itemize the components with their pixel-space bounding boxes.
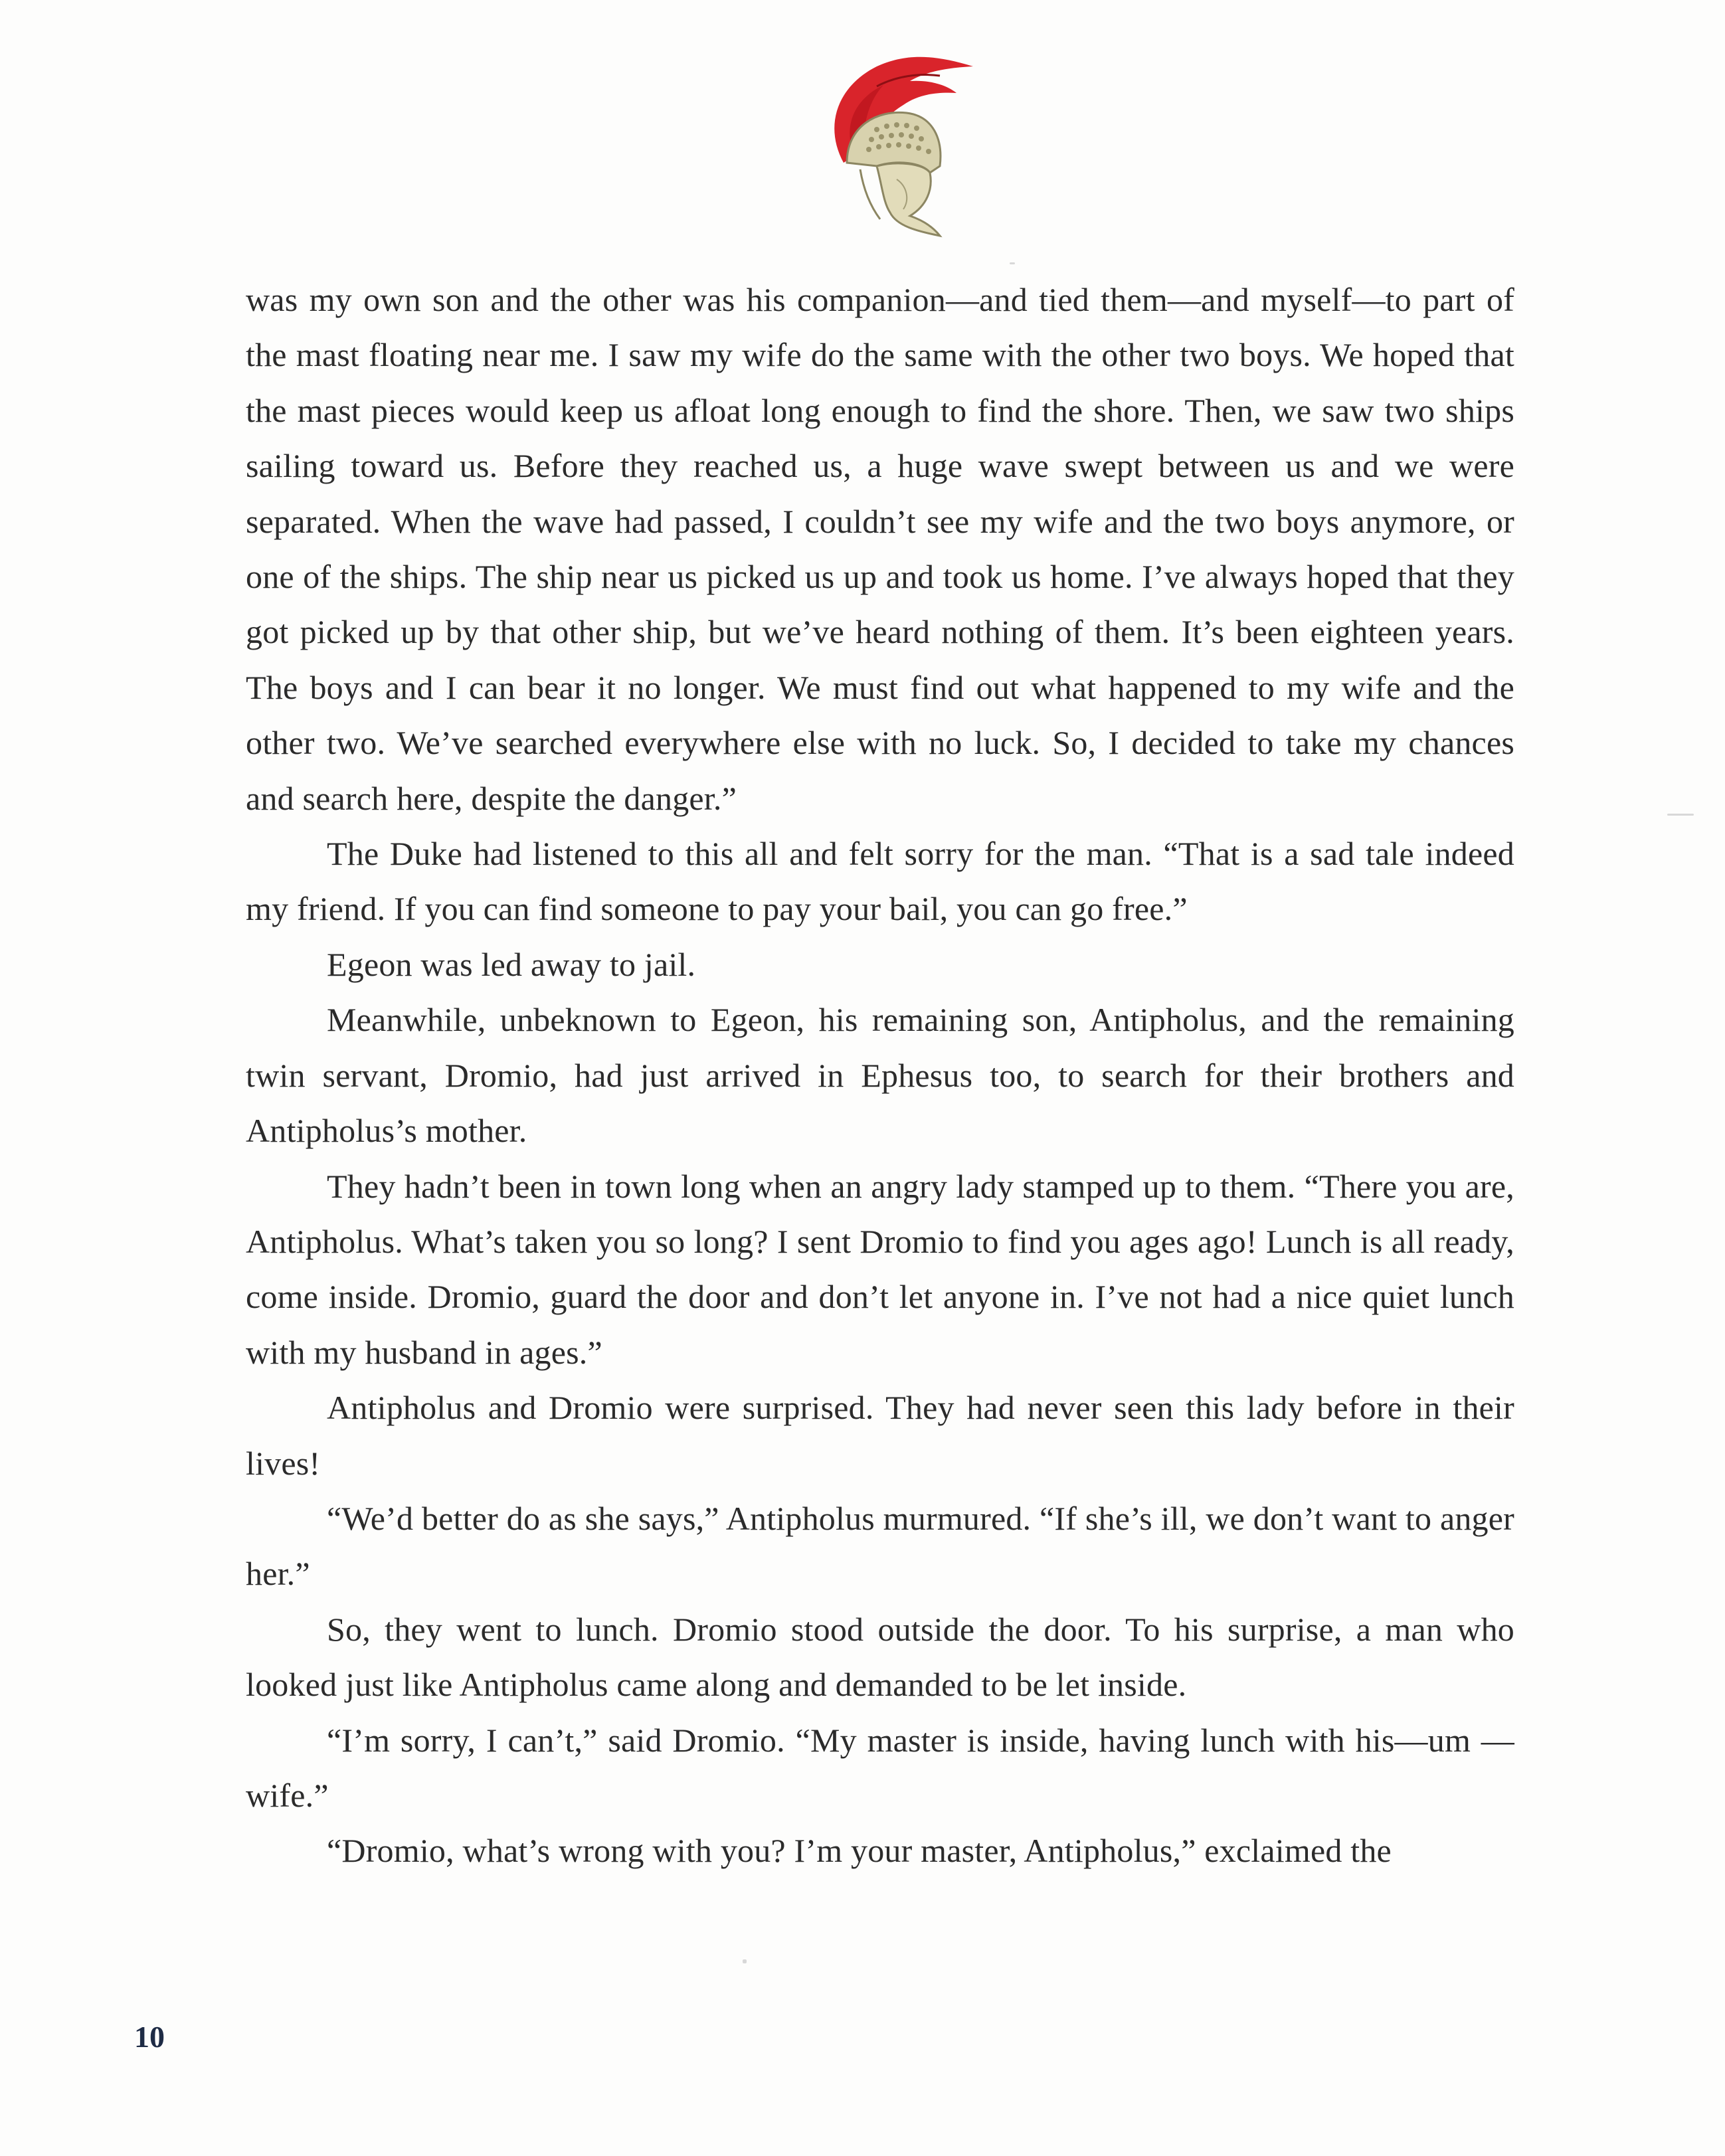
helmet-icon	[797, 46, 976, 239]
story-text	[246, 272, 1514, 1879]
paragraph: “I’m sorry, I can’t,” said Dromio. “My master is inside, having lunch with his—um —wife.”	[246, 1721, 1514, 1814]
scan-speck	[743, 1959, 747, 1963]
paragraph: was my own son and the other was his companion—and tied them—and myself—to part of the mast floating near me. I saw my wife do the same with the other two boys. We hoped that the mast pieces would keep us afloat long enough to find the shore. Then, we saw two ships sailing toward us. Before they reached us, a huge wave swept between us and we were separated. When the wave had passed, I couldn’t see my wife and the two boys anymore, or one of the ships. The ship near us picked us up and took us home. I’ve always hoped that they got picked up by that other ship, but we’ve heard nothing of them. It’s been eighteen years. The boys and I can bear it no longer. We must find out what happened to my wife and the other two. We’ve searched everywhere else with no luck. So, I decided to take my chances and search here, despite the danger.”	[246, 281, 1514, 817]
paragraph: Antipholus and Dromio were surprised. They had never seen this lady before in their lives!	[246, 1389, 1514, 1482]
helmet-cheek-guard	[877, 163, 940, 236]
scan-speck	[1010, 262, 1015, 264]
paragraph: “We’d better do as she says,” Antipholus murmured. “If she’s ill, we don’t want to anger her.”	[246, 1499, 1514, 1593]
paragraph: So, they went to lunch. Dromio stood outside the door. To his surprise, a man who looked just like Antipholus came along and demanded to be let inside.	[246, 1610, 1514, 1704]
paragraph: The Duke had listened to this all and felt sorry for the man. “That is a sad tale indeed my friend. If you can find someone to pay your bail, you can go free.”	[246, 835, 1514, 928]
paragraph: “Dromio, what’s wrong with you? I’m your master, Antipholus,” exclaimed the	[327, 1832, 1392, 1870]
scan-speck	[1667, 814, 1694, 816]
page-number: 10	[134, 2020, 165, 2054]
paragraph: They hadn’t been in town long when an angry lady stamped up to them. “There you are, Antipholus. What’s taken you so long? I sent Dromio to find you ages ago! Lunch is all ready, come inside. Dromio, guard the door and don’t let anyone in. I’ve not had a nice quiet lunch with my husband in ages.”	[246, 1167, 1514, 1371]
paragraph: Meanwhile, unbeknown to Egeon, his remaining son, Antipholus, and the remaining twin servant, Dromio, had just arrived in Ephesus too, to search for their brothers and Antipholus’s mother.	[246, 1001, 1514, 1150]
paragraph: Egeon was led away to jail.	[327, 945, 696, 983]
